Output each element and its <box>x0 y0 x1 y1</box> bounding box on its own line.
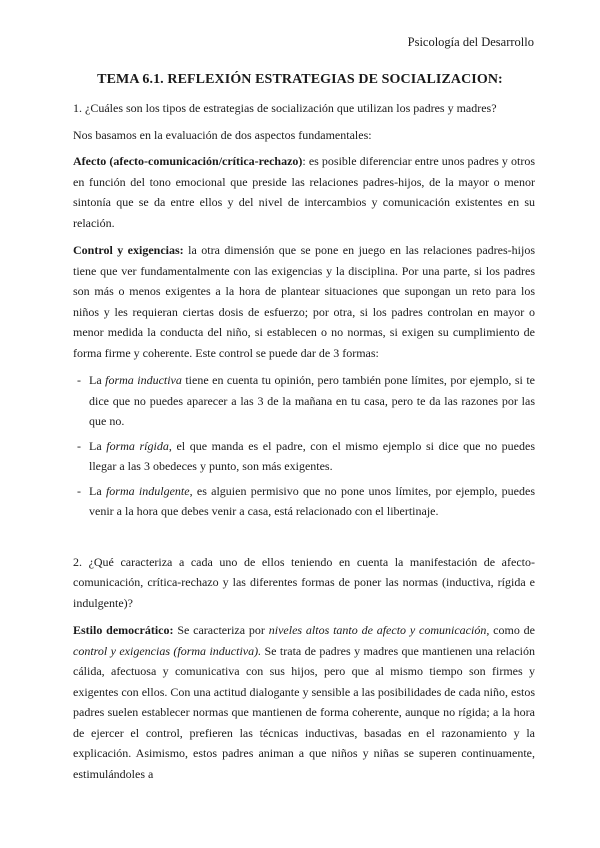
democratico-lead: Se caracteriza por <box>173 623 269 637</box>
document-body <box>73 98 535 791</box>
list-item-lead: La <box>89 373 106 387</box>
democratico-label: Estilo democrático: <box>73 623 174 637</box>
running-header: Psicología del Desarrollo <box>407 35 534 49</box>
democratico-paragraph <box>73 620 535 784</box>
list-item-term: forma indulgente <box>105 483 190 498</box>
list-item-term: forma rígida <box>106 438 169 453</box>
list-dash: - <box>77 483 81 498</box>
list-item-text: tiene en cuenta tu opinión, pero también pone límites, por ejemplo, si te dice que no puedes aparecer a las 3 de la mañana en tu casa, pero te da las razones por las que no. <box>89 373 535 428</box>
list-item <box>73 481 535 522</box>
list-item <box>73 436 535 477</box>
control-forms-list <box>73 370 535 522</box>
democratico-emphasis-1: niveles altos tanto de afecto y comunicación, <box>268 623 490 637</box>
question-2: 2. ¿Qué caracteriza a cada uno de ellos teniendo en cuenta la manifestación de afecto-comunicación, crítica-rechazo y las diferentes formas de poner las normas (inductiva, rígida e indulgente)? <box>73 554 535 610</box>
intro-paragraph: Nos basamos en la evaluación de dos aspectos fundamentales: <box>73 127 372 142</box>
list-item-lead: La <box>89 438 107 453</box>
control-label: Control y exigencias: <box>73 243 184 257</box>
democratico-text: Se trata de padres y madres que mantienen una relación cálida, afectuosa y comunicativa con sus hijos, pero que al mismo tiempo son firmes y exigentes con ellos. Con una actitud dialogante y sensible a las posibilidades de cada niño, estos padres suelen establecer normas que mantienen de forma coherente, aunque no rígida; a la hora de ejercer el control, prefieren las técnicas inductivas, basadas en el razonamiento y la explicación. Asimismo, estos padres animan a que niños y niñas se superen continuamente, estimulándoles a <box>73 643 535 781</box>
afecto-paragraph <box>73 151 535 233</box>
control-paragraph <box>73 240 535 363</box>
democratico-emphasis-2: control y exigencias (forma inductiva). <box>73 643 262 658</box>
democratico-mid: como de <box>489 623 535 637</box>
list-item-term: forma inductiva <box>105 373 182 387</box>
list-dash: - <box>77 438 81 453</box>
afecto-text: : es posible diferenciar entre unos padres y otros en función del tono emocional que preside las relaciones padres-hijos, de la mayor o menor sintonía que se da entre ellos y del nivel de intercambios y comunicación existentes en su relación. <box>73 154 535 230</box>
page-title: TEMA 6.1. REFLEXIÓN ESTRATEGIAS DE SOCIALIZACION: <box>97 72 503 87</box>
list-item-text: , el que manda es el padre, con el mismo ejemplo si dice que no puedes llegar a las 3 obedeces y punto, son más exigentes. <box>89 438 535 473</box>
list-dash: - <box>77 373 81 387</box>
list-item-text: , es alguien permisivo que no pone unos límites, por ejemplo, puedes venir a la hora que debes venir a casa, está relacionado con el libertinaje. <box>89 483 536 518</box>
afecto-label: Afecto (afecto-comunicación/crítica-rechazo) <box>73 154 303 168</box>
control-text: la otra dimensión que se pone en juego en las relaciones padres-hijos tiene que ver fundamentalmente con las exigencias y la disciplina. Por una parte, si los padres son más o menos exigentes a la hora de plantear situaciones que supongan un reto para los niños y les requieran ciertas dosis de esfuerzo; por otra, si los padres controlan en mayor o menor medida la conducta del niño, si establecen o no normas, si exigen su cumplimiento de forma firme y coherente. Este control se puede dar de 3 formas: <box>73 243 535 360</box>
list-item-lead: La <box>89 483 106 498</box>
section-spacer <box>73 528 535 552</box>
list-item <box>73 370 535 432</box>
question-1: 1. ¿Cuáles son los tipos de estrategias de socialización que utilizan los padres y madres? <box>73 101 497 115</box>
